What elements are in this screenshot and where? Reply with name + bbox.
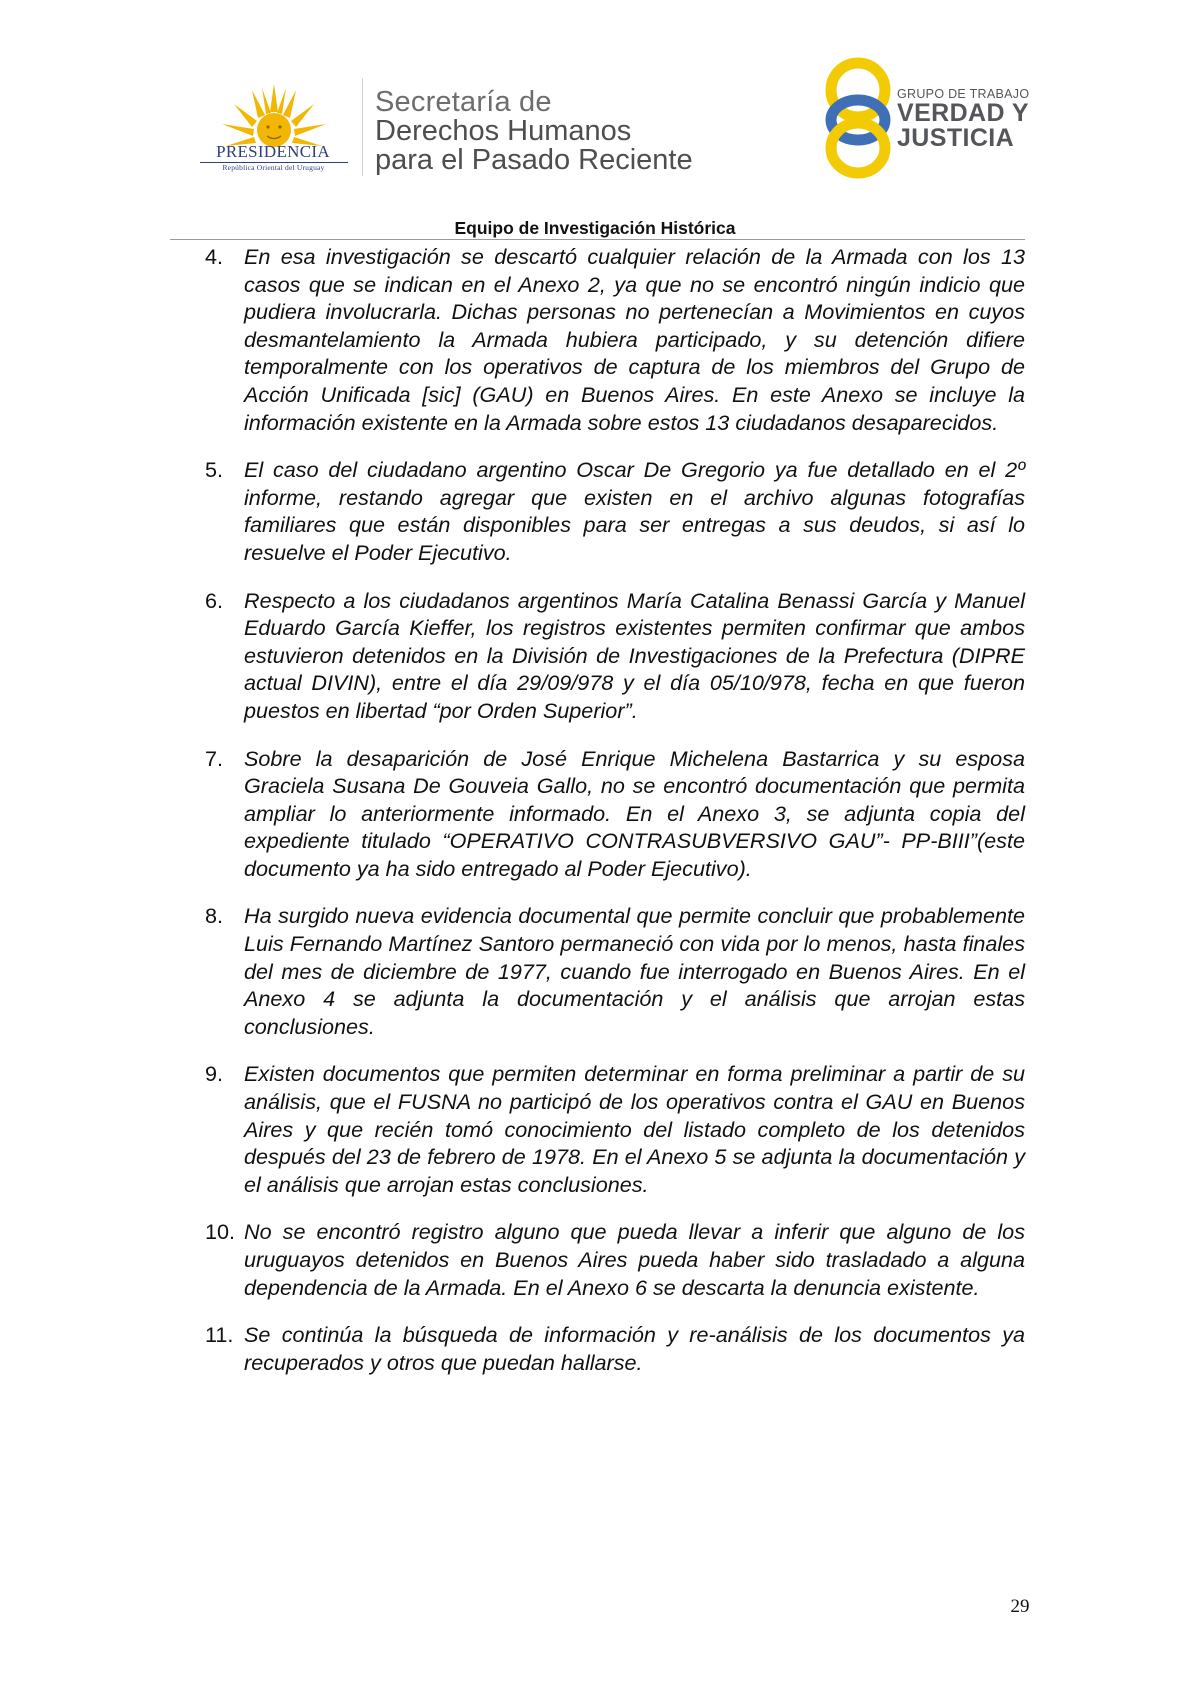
page-number: 29: [1010, 1596, 1030, 1617]
grupo-trabajo-line-1: GRUPO DE TRABAJO: [897, 87, 1030, 101]
list-item: [205, 1060, 1025, 1198]
list-item-text: Ha surgido nueva evidencia documental que permite concluir que probablemente Luis Fernando Martínez Santoro permaneció con vida por lo menos, hasta finales del mes de diciembre de 1977, cuando fue interrogado en Buenos Aires. En el Anexo 4 se adjunta la documentación y el análisis que arrojan estas conclusiones.: [244, 903, 1025, 1039]
grupo-trabajo-line-2: VERDAD Y: [897, 99, 1029, 127]
list-item-number: 8.: [205, 903, 224, 929]
list-item-text: No se encontró registro alguno que pueda llevar a inferir que alguno de los uruguayos detenidos en Buenos Aires pueda haber sido trasladado a alguna dependencia de la Armada. En el Anexo 6 se descarta la denuncia existente.: [244, 1219, 1025, 1300]
list-item-number: 10.: [205, 1219, 236, 1245]
list-item: [205, 1321, 1025, 1376]
page-header: [0, 0, 1190, 240]
list-item-text: Existen documentos que permiten determinar en forma preliminar a partir de su análisis, que el FUSNA no participó de los operativos contra el GAU en Buenos Aires y que recién tomó conocimiento del listado completo de los detenidos después del 23 de febrero de 1978. En el Anexo 5 se adjunta la documentación y el análisis que arrojan estas conclusiones.: [244, 1061, 1025, 1197]
list-item-number: 6.: [205, 587, 224, 613]
list-item: [205, 1218, 1025, 1301]
list-item-number: 4.: [205, 244, 224, 269]
list-item-text: Respecto a los ciudadanos argentinos María Catalina Benassi García y Manuel Eduardo García Kieffer, los registros existentes permiten confirmar que ambos estuvieron detenidos en la División de Investigaciones de la Prefectura (DIPRE actual DIVIN), entre el día 29/09/978 y el día 05/10/978, fecha en que fueron puestos en libertad “por Orden Superior”.: [244, 587, 1025, 723]
section-title: Equipo de Investigación Histórica: [454, 218, 736, 238]
list-item: [205, 243, 1025, 436]
header-rule: [170, 239, 1025, 240]
list-item: [205, 745, 1025, 883]
list-item-number: 7.: [205, 745, 224, 771]
grupo-trabajo-line-3: JUSTICIA: [897, 124, 1015, 152]
list-item-text: Se continúa la búsqueda de información y re-análisis de los documentos ya recuperados y otros que puedan hallarse.: [244, 1322, 1025, 1375]
list-item-text: Sobre la desaparición de José Enrique Michelena Bastarrica y su esposa Graciela Susana De Gouveia Gallo, no se encontró documentación que permita ampliar lo anteriormente informado. En el Anexo 3, se adjunta copia del expediente titulado “OPERATIVO CONTRASUBVERSIVO GAU”- PP-BIII”(este documento ya ha sido entregado al Poder Ejecutivo).: [244, 745, 1025, 881]
list-item: [205, 902, 1025, 1040]
list-item: [205, 587, 1025, 725]
secretaria-line-1: Secretaría de: [375, 86, 552, 118]
list-item: [205, 456, 1025, 566]
list-item-text: El caso del ciudadano argentino Oscar De Gregorio ya fue detallado en el 2º informe, restando agregar que existen en el archivo algunas fotografías familiares que están disponibles para ser entregas a sus deudos, si así lo resuelve el Poder Ejecutivo.: [244, 457, 1025, 565]
secretaria-line-3: para el Pasado Reciente: [375, 144, 693, 176]
list-item-number: 11.: [205, 1322, 234, 1348]
list-item-number: 5.: [205, 457, 224, 483]
presidencia-subtitle: República Oriental del Uruguay: [222, 163, 325, 172]
grupo-trabajo-text: [897, 87, 1029, 151]
list-item-text: En esa investigación se descartó cualquier relación de la Armada con los 13 casos que se indican en el Anexo 2, ya que no se encontró ningún indicio que pudiera involucrarla. Dichas personas no pertenecían a Movimientos en cuyos desmantelamiento la Armada hubiera participado, y su detención difiere temporalmente con los operativos de captura de los miembros del Grupo de Acción Unificada [sic] (GAU) en Buenos Aires. En este Anexo se incluye la información existente en la Armada sobre estos 13 ciudadanos desaparecidos.: [244, 244, 1025, 435]
grupo-trabajo-rings-logo: [818, 56, 898, 180]
numbered-findings-list: [205, 243, 1025, 1396]
secretaria-line-2: Derechos Humanos: [375, 115, 632, 147]
list-item-number: 9.: [205, 1061, 224, 1087]
presidencia-name: PRESIDENCIA: [216, 142, 330, 161]
logo-divider: [362, 78, 363, 176]
secretaria-logo-text: [375, 88, 693, 175]
